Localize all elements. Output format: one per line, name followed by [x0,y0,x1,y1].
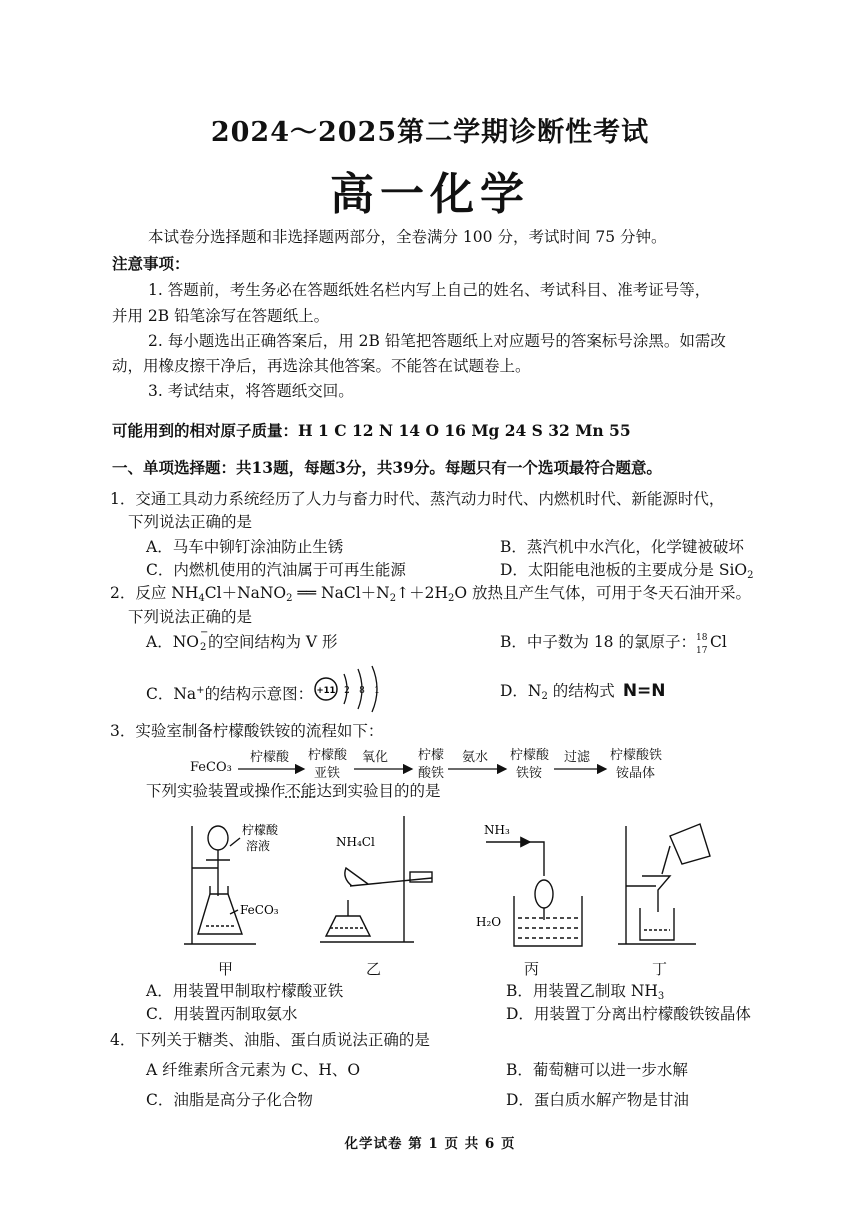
flow-reagent-4: 过滤 [564,750,591,765]
page-footer: 化学试卷 第 1 页 共 6 页 [344,1136,516,1152]
caption-bing: 丙 [524,960,540,978]
label-citric-acid: 柠檬酸 [242,823,279,837]
q4-option-c: C．油脂是高分子化合物 [146,1091,313,1109]
atomic-masses: 可能用到的相对原子质量：H 1 C 12 N 14 O 16 Mg 24 S 32 Mn 55 [112,421,631,440]
shell-3-count: 1 [374,686,380,696]
caption-ding: 丁 [652,960,668,978]
q3-option-c: C．用装置丙制取氨水 [146,1005,298,1023]
exam-title: 2024～2025第二学期诊断性考试 [210,117,650,148]
q3-option-b: B．用装置乙制取 $NH_3$ [506,982,665,1002]
q1-option-a: A．马车中铆钉涂油防止生锈 [146,538,344,556]
q1-stem-b: 下列说法正确的是 [128,513,253,531]
flow-product-1a: 柠檬酸 [308,748,348,763]
q3-apparatus [170,816,730,956]
notice-2a: 2. 每小题选出正确答案后，用 2B 铅笔把答题纸上对应题号的答案标号涂黑。如需改 [148,332,726,350]
flow-product-1b: 亚铁 [314,766,341,781]
q1-stem: 1．交通工具动力系统经历了人力与畜力时代、蒸汽动力时代、内燃机时代、新能源时代， [110,490,725,508]
label-nh4cl: NH₄Cl [336,835,375,849]
q1-option-d: D．太阳能电池板的主要成分是 SiO$_2$ [500,561,754,581]
label-solution: 溶液 [246,839,271,853]
notice-1a: 1. 答题前，考生务必在答题纸姓名栏内写上自己的姓名、考试科目、准考证号等， [148,281,711,299]
q4-option-d: D．蛋白质水解产物是甘油 [506,1091,689,1109]
q3-option-d: D．用装置丁分离出柠檬酸铁铵晶体 [506,1005,751,1023]
section-heading: 一、单项选择题：共13题，每题3分，共39分。每题只有一个选项最符合题意。 [112,458,662,477]
notice-heading: 注意事项： [112,254,190,273]
q2-stem-b: 下列说法正确的是 [128,608,253,626]
flow-reagent-1: 柠檬酸 [250,750,290,765]
q4-option-a: A 纤维素所含元素为 C、H、O [146,1061,361,1079]
q2-option-d: D．$N_2$ 的结构式 N=N [500,681,666,702]
apparatus-bing [486,842,582,946]
caption-jia: 甲 [218,960,234,978]
exam-subject: 高一化学 [330,169,530,220]
label-feco3: FeCO₃ [240,903,279,917]
notice-1b: 并用 2B 铅笔涂写在答题纸上。 [112,307,330,325]
apparatus-ding [618,824,710,944]
q4-stem: 4．下列关于糖类、油脂、蛋白质说法正确的是 [110,1031,430,1049]
q1-option-b: B．蒸汽机中水汽化，化学键被破坏 [500,538,744,556]
notice-2b: 动，用橡皮擦干净后，再选涂其他答案。不能答在试题卷上。 [112,357,531,375]
shell-2-count: 8 [359,686,365,696]
flow-product-4b: 铵晶体 [616,766,656,781]
q1-option-c: C．内燃机使用的汽油属于可再生能源 [146,561,406,579]
flow-product-2a: 柠檬 [418,748,445,763]
flow-product-2b: 酸铁 [418,766,445,781]
notice-3: 3. 考试结束，将答题纸交回。 [148,382,354,400]
q2-stem: 2．反应 $NH_4Cl+NaNO_2$ ══ $NaCl+N_2↑+2H_2O$ 放热且产生气体，可用于冬天石油开采。 [110,584,751,604]
q4-option-b: B．葡萄糖可以进一步水解 [506,1061,688,1079]
caption-yi: 乙 [366,960,382,978]
exam-intro: 本试卷分选择题和非选择题两部分，全卷满分 100 分，考试时间 75 分钟。 [148,228,667,246]
sodium-ion-diagram [312,664,392,714]
q3-question: 下列实验装置或操作不能达到实验目的的是 [146,782,441,800]
label-h2o: H₂O [476,915,502,929]
flow-product-3a: 柠檬酸 [510,748,550,763]
q3-option-a: A．用装置甲制取柠檬酸亚铁 [146,982,344,1000]
nucleus-charge: +11 [316,686,336,696]
flow-start: FeCO₃ [190,760,232,775]
q2-option-c: C．Na+的结构示意图： [146,685,314,703]
flow-product-3b: 铁铵 [516,766,543,781]
shell-1-count: 2 [344,686,350,696]
q2-option-b: B．中子数为 18 的氯原子： 18 17 Cl [500,633,727,656]
flow-reagent-2: 氧化 [362,750,389,765]
flow-reagent-3: 氨水 [462,750,489,765]
q2-option-a: A．NO − 2 的空间结构为 V 形 [146,627,338,653]
flow-product-4a: 柠檬酸铁 [610,748,663,763]
label-nh3: NH₃ [484,823,510,837]
q3-stem: 3．实验室制备柠檬酸铁铵的流程如下： [110,722,384,740]
